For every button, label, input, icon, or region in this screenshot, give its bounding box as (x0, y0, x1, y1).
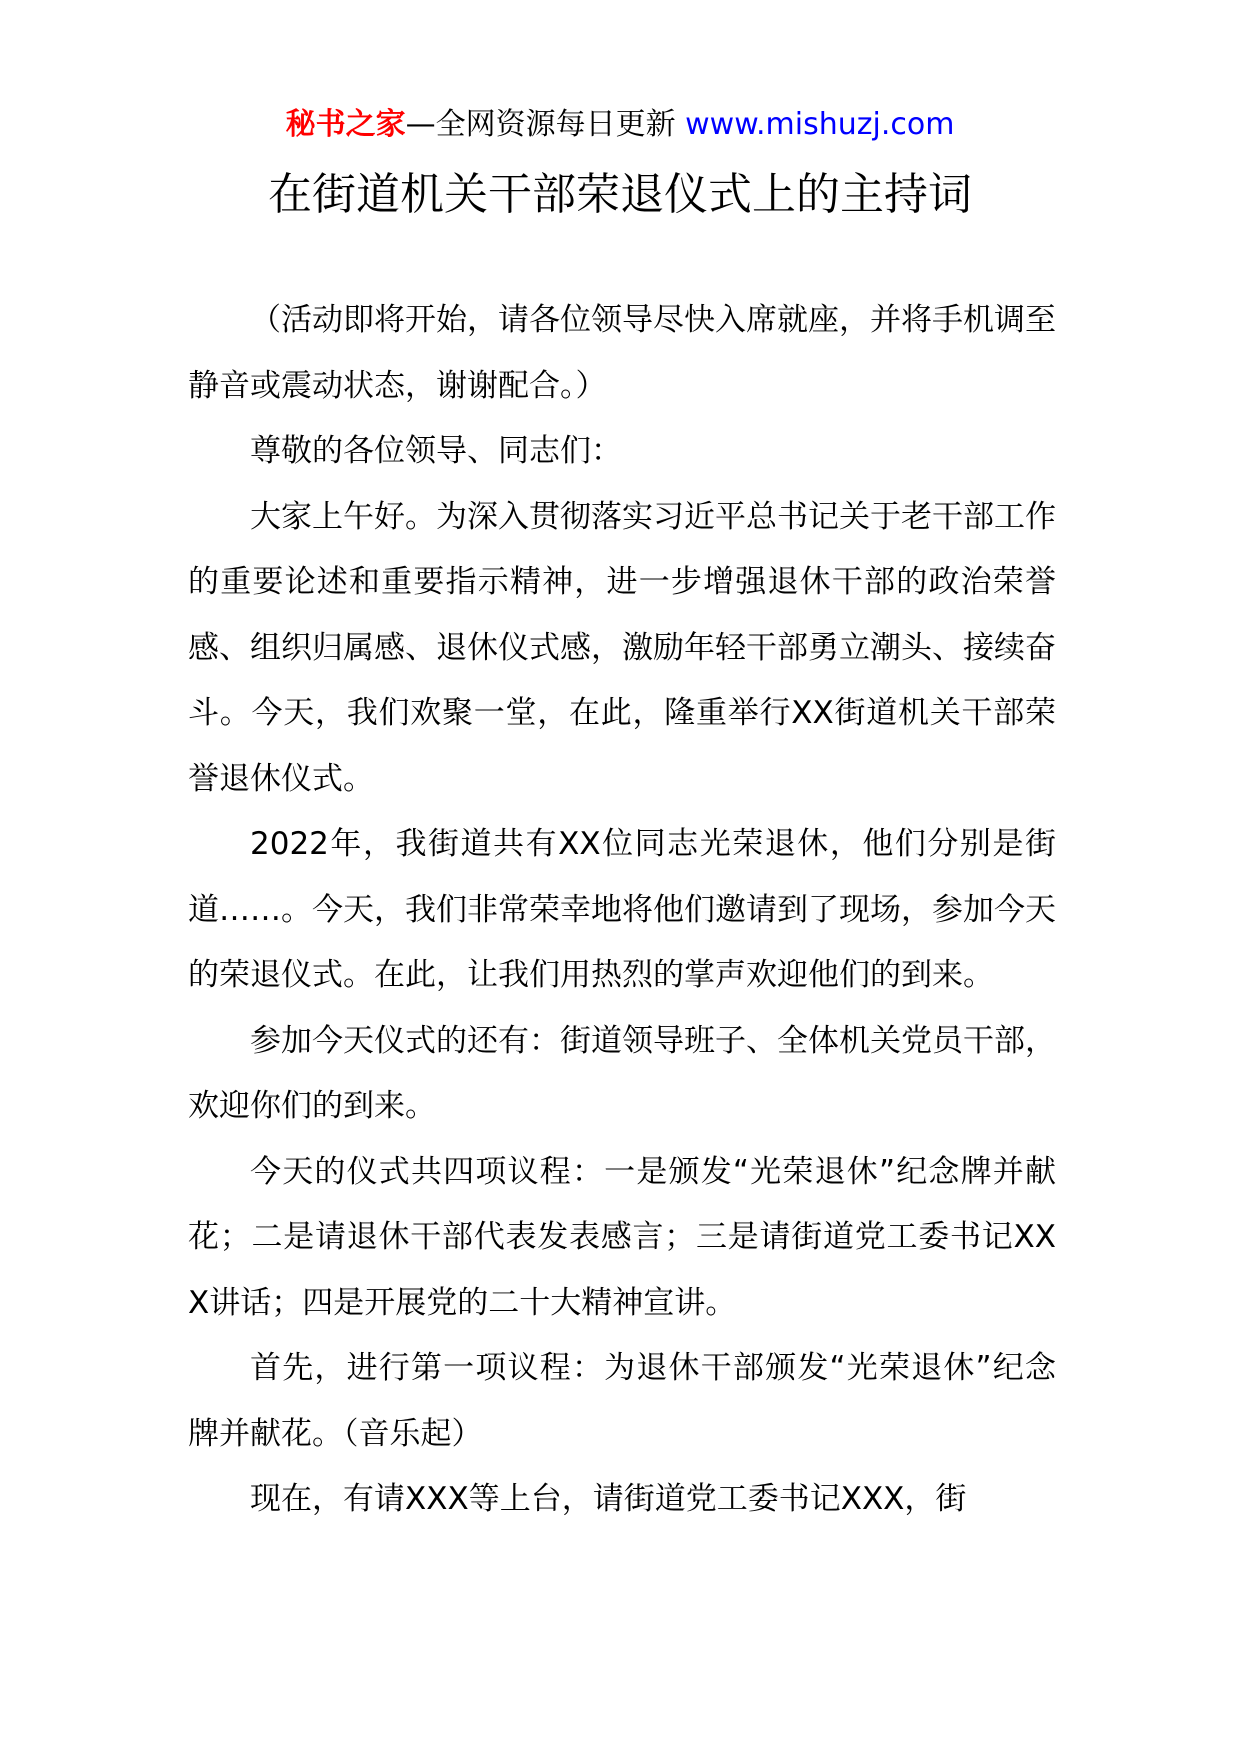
paragraph-invitation: 现在，有请XXX等上台，请街道党工委书记XXX，街 (250, 1481, 967, 1517)
site-slogan: —全网资源每日更新 (405, 107, 676, 142)
paragraph-first-item: 首先，进行第一项议程：为退休干部颁发“光荣退休”纪念牌并献花。（音乐起） (188, 1350, 1056, 1452)
document-title: 在街道机关干部荣退仪式上的主持词 (268, 169, 972, 220)
site-header (0, 100, 1240, 150)
paragraph-agenda: 今天的仪式共四项议程：一是颁发“光荣退休”纪念牌并献花；二是请退休干部代表发表感言；三是请街道党工委书记XXX讲话；四是开展党的二十大精神宣讲。 (188, 1153, 1056, 1321)
document-body (188, 288, 1056, 1533)
site-url-link[interactable]: www.mishuzj.com (685, 107, 955, 142)
paragraph-attendees: 参加今天仪式的还有：街道领导班子、全体机关党员干部，欢迎你们的到来。 (188, 1022, 1056, 1124)
paragraph-notice: （活动即将开始，请各位领导尽快入席就座，并将手机调至静音或震动状态，谢谢配合。） (188, 302, 1056, 404)
paragraph-retirees: 2022年，我街道共有XX位同志光荣退休，他们分别是街道……。今天，我们非常荣幸地将他们邀请到了现场，参加今天的荣退仪式。在此，让我们用热烈的掌声欢迎他们的到来。 (188, 826, 1056, 993)
paragraph-opening: 大家上午好。为深入贯彻落实习近平总书记关于老干部工作的重要论述和重要指示精神，进一步增强退休干部的政治荣誉感、组织归属感、退休仪式感，激励年轻干部勇立潮头、接续奋斗。今天，我们欢聚一堂，在此，隆重举行XX街道机关干部荣誉退休仪式。 (188, 498, 1056, 797)
site-brand: 秘书之家 (285, 107, 406, 142)
paragraph-salutation: 尊敬的各位领导、同志们： (250, 433, 622, 469)
